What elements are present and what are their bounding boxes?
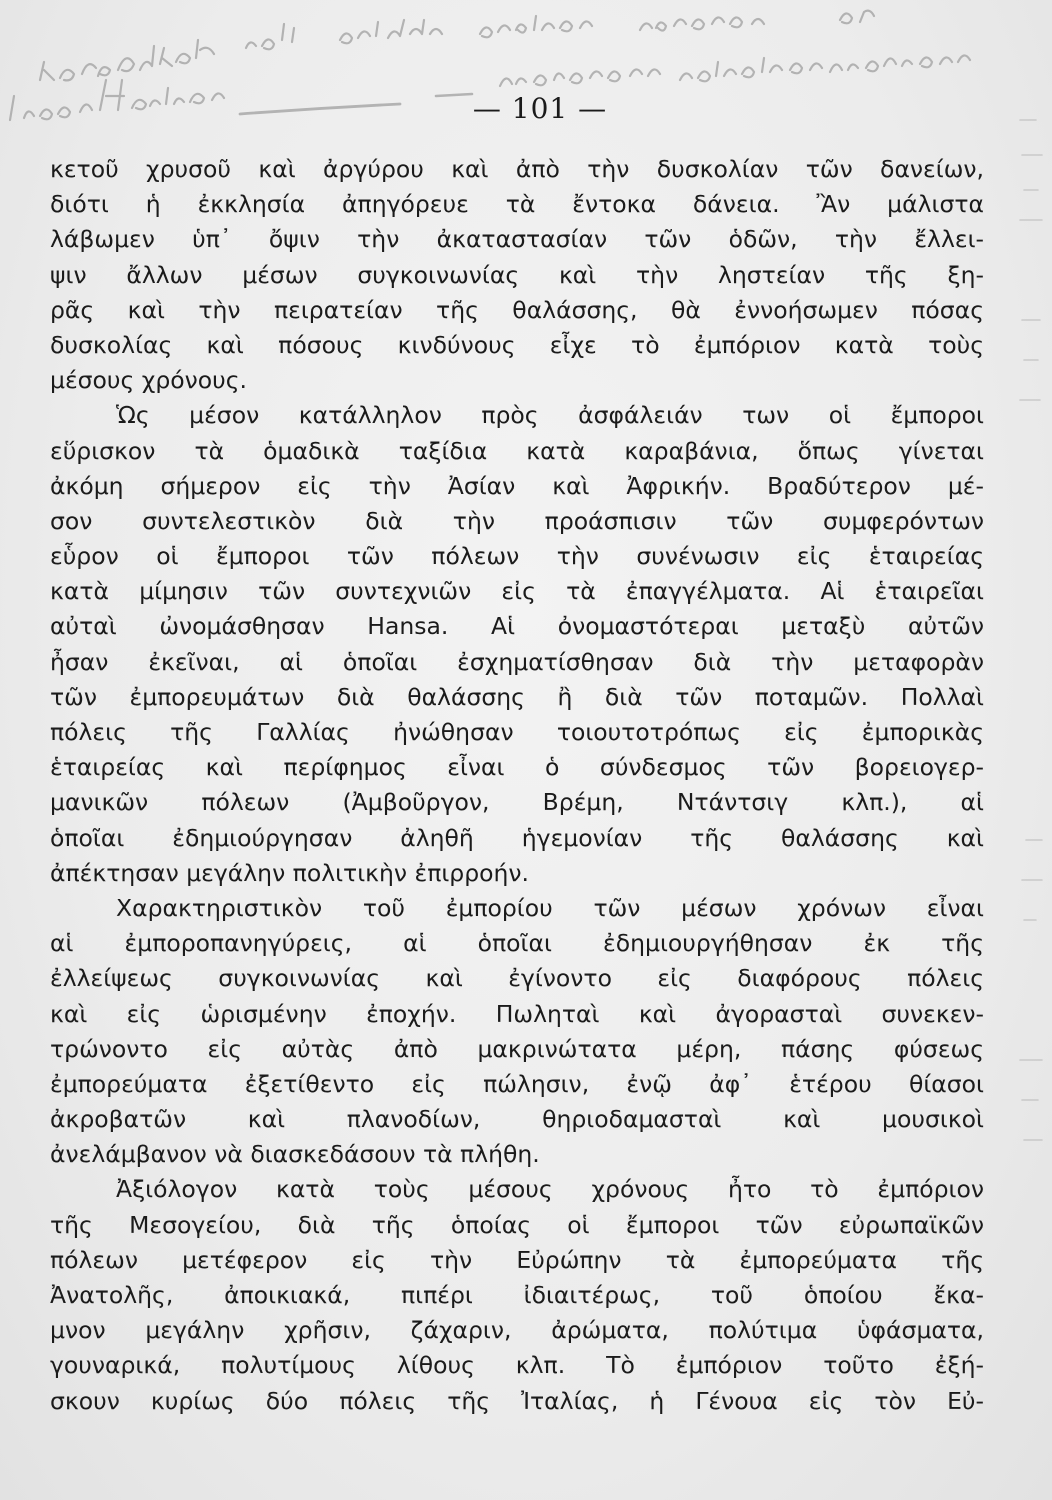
page-number: — 101 — (472, 92, 608, 125)
text-line: ψιν ἄλλων μέσων συγκοινωνίας καὶ τὴν ληστείαν τῆς ξη- (50, 260, 984, 289)
bleed-through-marks (1002, 60, 1052, 1460)
text-line: τρώνοντο εἰς αὐτὰς ἀπὸ μακρινώτατα μέρη, πάσης φύσεως (50, 1034, 984, 1063)
text-line: ἐλλείψεως συγκοινωνίας καὶ ἐγίνοντο εἰς διαφόρους πόλεις (50, 964, 984, 993)
text-line: εὗρον οἱ ἔμποροι τῶν πόλεων τὴν συνένωσιν εἰς ἑταιρείας (50, 542, 984, 571)
handwritten-annotation (0, 0, 1052, 150)
text-line: δυσκολίας καὶ πόσους κινδύνους εἶχε τὸ ἐμπόριον κατὰ τοὺς (50, 330, 984, 359)
text-line: αἱ ἐμποροπανηγύρεις, αἱ ὁποῖαι ἐδημιουργήθησαν ἐκ τῆς (50, 929, 984, 958)
text-line: Χαρακτηριστικὸν τοῦ ἐμπορίου τῶν μέσων χρόνων εἶναι (116, 893, 984, 922)
text-line: ἦσαν ἐκεῖναι, αἱ ὁποῖαι ἐσχηματίσθησαν διὰ τὴν μεταφορὰν (50, 647, 984, 676)
text-line: αὐταὶ ὠνομάσθησαν Hansa. Αἱ ὀνομαστότεραι μεταξὺ αὐτῶν (50, 612, 984, 641)
text-line: καὶ εἰς ὡρισμένην ἐποχήν. Πωληταὶ καὶ ἀγορασταὶ συνεκεν- (50, 999, 984, 1028)
text-line: διότι ἡ ἐκκλησία ἀπηγόρευε τὰ ἔντοκα δάνεια. Ἂν μάλιστα (50, 190, 984, 219)
text-line: εὕρισκον τὰ ὁμαδικὰ ταξίδια κατὰ καραβάνια, ὅπως γίνεται (50, 436, 984, 465)
text-line: ἐμπορεύματα ἐξετίθεντο εἰς πώλησιν, ἐνῷ ἀφ᾿ ἑτέρου θίασοι (50, 1069, 984, 1098)
text-line: πόλεις τῆς Γαλλίας ἠνώθησαν τοιουτοτρόπως εἰς ἐμπορικὰς (50, 718, 984, 746)
text-line: μανικῶν πόλεων (Ἀμβοῦργον, Βρέμη, Ντάντσιγ κλπ.), αἱ (50, 788, 984, 817)
text-line: μνον μεγάλην χρῆσιν, ζάχαριν, ἀρώματα, πολύτιμα ὑφάσματα, (50, 1316, 984, 1345)
text-line: κετοῦ χρυσοῦ καὶ ἀργύρου καὶ ἀπὸ τὴν δυσκολίαν τῶν δανείων, (50, 155, 984, 183)
text-line: τῆς Μεσογείου, διὰ τῆς ὁποίας οἱ ἔμποροι τῶν εὐρωπαϊκῶν (50, 1210, 984, 1239)
text-line: ἀκροβατῶν καὶ πλανοδίων, θηριοδαμασταὶ καὶ μουσικοὶ (50, 1105, 984, 1134)
text-line: ἀκόμη σήμερον εἰς τὴν Ἀσίαν καὶ Ἀφρικήν. Βραδύτερον μέ- (50, 471, 984, 500)
text-line: σκουν κυρίως δύο πόλεις τῆς Ἰταλίας, ἡ Γένουα εἰς τὸν Εὐ- (50, 1386, 984, 1415)
text-line: γουναρικά, πολυτίμους λίθους κλπ. Τὸ ἐμπόριον τοῦτο ἐξή- (50, 1351, 984, 1380)
text-line: ἀνελάμβανον νὰ διασκεδάσουν τὰ πλήθη. (50, 1140, 540, 1169)
text-line: Ἀξιόλογον κατὰ τοὺς μέσους χρόνους ἦτο τὸ ἐμπόριον (116, 1175, 984, 1204)
text-line: ρᾶς καὶ τὴν πειρατείαν τῆς θαλάσσης, θὰ ἐννοήσωμεν πόσας (50, 295, 984, 324)
text-line: Ἀνατολῆς, ἀποικιακά, πιπέρι ἰδιαιτέρως, τοῦ ὁποίου ἔκα- (50, 1281, 984, 1309)
text-line: ἀπέκτησαν μεγάλην πολιτικὴν ἐπιρροήν. (50, 858, 529, 887)
body-text (50, 152, 984, 1419)
text-line: Ὡς μέσον κατάλληλον πρὸς ἀσφάλειάν των οἱ ἔμποροι (116, 401, 984, 430)
text-line: πόλεων μετέφερον εἰς τὴν Εὐρώπην τὰ ἐμπορεύματα τῆς (50, 1245, 984, 1274)
text-line: κατὰ μίμησιν τῶν συντεχνιῶν εἰς τὰ ἐπαγγέλματα. Αἱ ἑταιρεῖαι (50, 577, 984, 606)
text-line: μέσους χρόνους. (50, 366, 248, 395)
text-line: λάβωμεν ὑπ᾿ ὄψιν τὴν ἀκαταστασίαν τῶν ὁδῶν, τὴν ἔλλει- (50, 225, 984, 254)
text-line: ἑταιρείας καὶ περίφημος εἶναι ὁ σύνδεσμος τῶν βορειογερ- (50, 753, 984, 782)
text-line: τῶν ἐμπορευμάτων διὰ θαλάσσης ἢ διὰ τῶν ποταμῶν. Πολλαὶ (50, 682, 984, 711)
text-line: ὁποῖαι ἐδημιούργησαν ἀληθῆ ἡγεμονίαν τῆς θαλάσσης καὶ (50, 823, 984, 852)
text-line: σον συντελεστικὸν διὰ τὴν προάσπισιν τῶν συμφερόντων (50, 506, 984, 535)
